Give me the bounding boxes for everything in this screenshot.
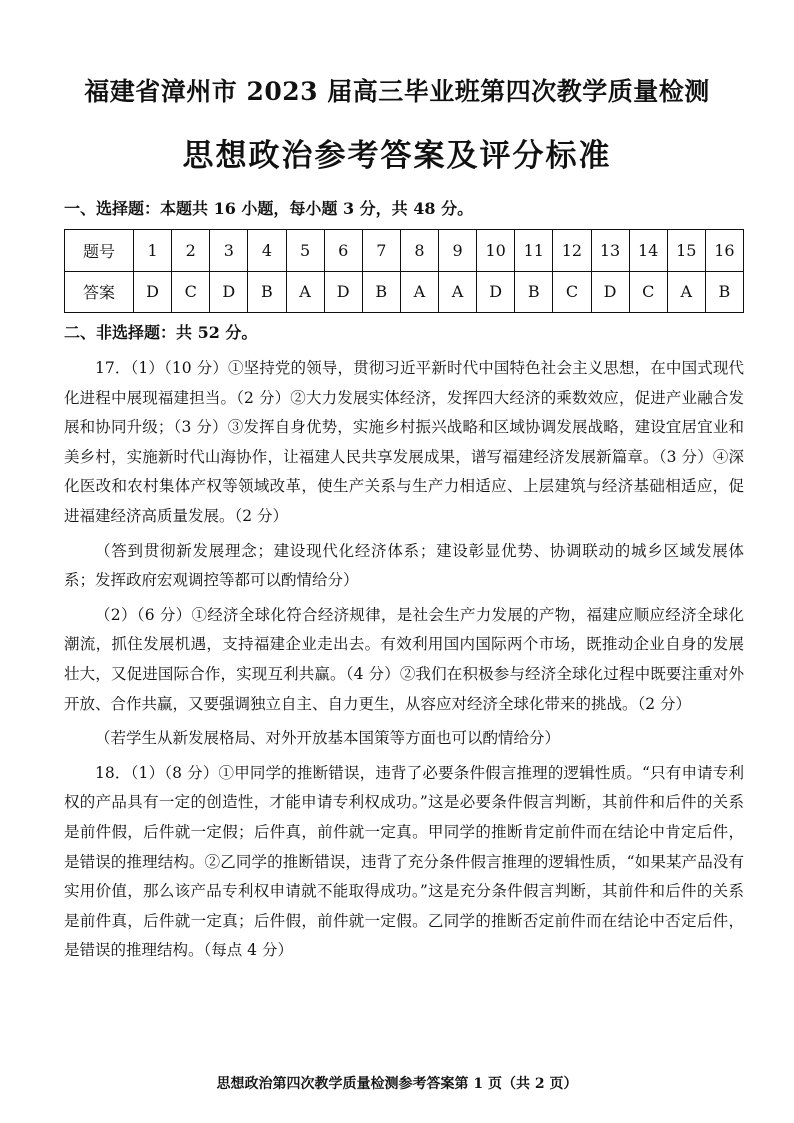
answer-cell: A <box>286 271 324 313</box>
answer-table <box>64 229 744 313</box>
answer-cell: C <box>553 271 591 313</box>
answer-cell: D <box>591 271 629 313</box>
question-number: 9 <box>439 230 477 272</box>
answer-cell: A <box>400 271 438 313</box>
answer-cell: C <box>172 271 210 313</box>
exam-title: 福建省漳州市 2023 届高三毕业班第四次教学质量检测 <box>84 77 710 106</box>
answer-row <box>65 271 744 313</box>
answer-cell: D <box>210 271 248 313</box>
question-number: 6 <box>324 230 362 272</box>
answer-cell: D <box>134 271 172 313</box>
answer-cell: B <box>362 271 400 313</box>
q17-part2-answer: （2）（6 分）①经济全球化符合经济规律，是社会生产力发展的产物，福建应顺应经济全球化潮流，抓住发展机遇，支持福建企业走出去。有效利用国内国际两个市场，既推动企业自身的发展壮大，又促进国际合作，实现互利共赢。（4 分）②我们在积极参与经济全球化过程中既要注重对外开放、合作共赢，又要强调独立自主、自力更生，从容应对经济全球化带来的挑战。（2 分） <box>64 605 744 713</box>
answer-cell: D <box>477 271 515 313</box>
q17-part1-note: （答到贯彻新发展理念；建设现代化经济体系；建设彰显优势、协调联动的城乡区域发展体系；发挥政府宏观调控等都可以酌情给分） <box>64 541 744 590</box>
question-number: 5 <box>286 230 324 272</box>
answer-cell: C <box>629 271 667 313</box>
answer-cell: B <box>705 271 743 313</box>
page-footer: 思想政治第四次教学质量检测参考答案第 1 页（共 2 页） <box>216 1076 578 1092</box>
q17-part1-answer: 17．（1）（10 分）①坚持党的领导，贯彻习近平新时代中国特色社会主义思想，在中国式现代化进程中展现福建担当。（2 分）②大力发展实体经济，发挥四大经济的乘数效应，促进产业融合发展和协同升级；（3 分）③发挥自身优势，实施乡村振兴战略和区域协调发展战略，建设宜居宜业和美乡村，实施新时代山海协作，让福建人民共享发展成果，谱写福建经济发展新篇章。（3 分）④深化医改和农村集体产权等领域改革，使生产关系与生产力相适应、上层建筑与经济基础相适应，促进福建经济高质量发展。（2 分） <box>64 359 744 525</box>
q18-part1-answer: 18．（1）（8 分）①甲同学的推断错误，违背了必要条件假言推理的逻辑性质。“只有申请专利权的产品具有一定的创造性，才能申请专利权成功。”这是必要条件假言判断，其前件和后件的关系是前件假，后件就一定假；后件真，前件就一定真。甲同学的推断肯定前件而在结论中肯定后件，是错误的推理结构。②乙同学的推断错误，违背了充分条件假言推理的逻辑性质，“如果某产品没有实用价值，那么该产品专利权申请就不能取得成功。”这是充分条件假言判断，其前件和后件的关系是前件真，后件就一定真；后件假，前件就一定假。乙同学的推断否定前件而在结论中否定后件，是错误的推理结构。（每点 4 分） <box>64 763 744 960</box>
question-number: 16 <box>705 230 743 272</box>
answer-body <box>64 354 744 971</box>
row-label-question: 题号 <box>65 230 134 272</box>
question-number: 4 <box>248 230 286 272</box>
question-number: 11 <box>515 230 553 272</box>
question-number: 13 <box>591 230 629 272</box>
question-number: 15 <box>667 230 705 272</box>
answer-cell: B <box>515 271 553 313</box>
row-label-answer: 答案 <box>65 271 134 313</box>
answer-cell: A <box>439 271 477 313</box>
question-number: 10 <box>477 230 515 272</box>
question-number: 7 <box>362 230 400 272</box>
question-number: 8 <box>400 230 438 272</box>
question-number: 12 <box>553 230 591 272</box>
question-number: 14 <box>629 230 667 272</box>
question-number: 2 <box>172 230 210 272</box>
question-number: 1 <box>134 230 172 272</box>
section-2-heading: 二、非选择题：共 52 分。 <box>64 323 258 342</box>
document-title: 思想政治参考答案及评分标准 <box>182 138 612 174</box>
section-1-heading: 一、选择题：本题共 16 小题，每小题 3 分，共 48 分。 <box>64 199 474 218</box>
answer-cell: B <box>248 271 286 313</box>
answer-cell: A <box>667 271 705 313</box>
question-number-row <box>65 230 744 272</box>
question-number: 3 <box>210 230 248 272</box>
answer-cell: D <box>324 271 362 313</box>
q17-part2-note: （若学生从新发展格局、对外开放基本国策等方面也可以酌情给分） <box>95 729 561 748</box>
